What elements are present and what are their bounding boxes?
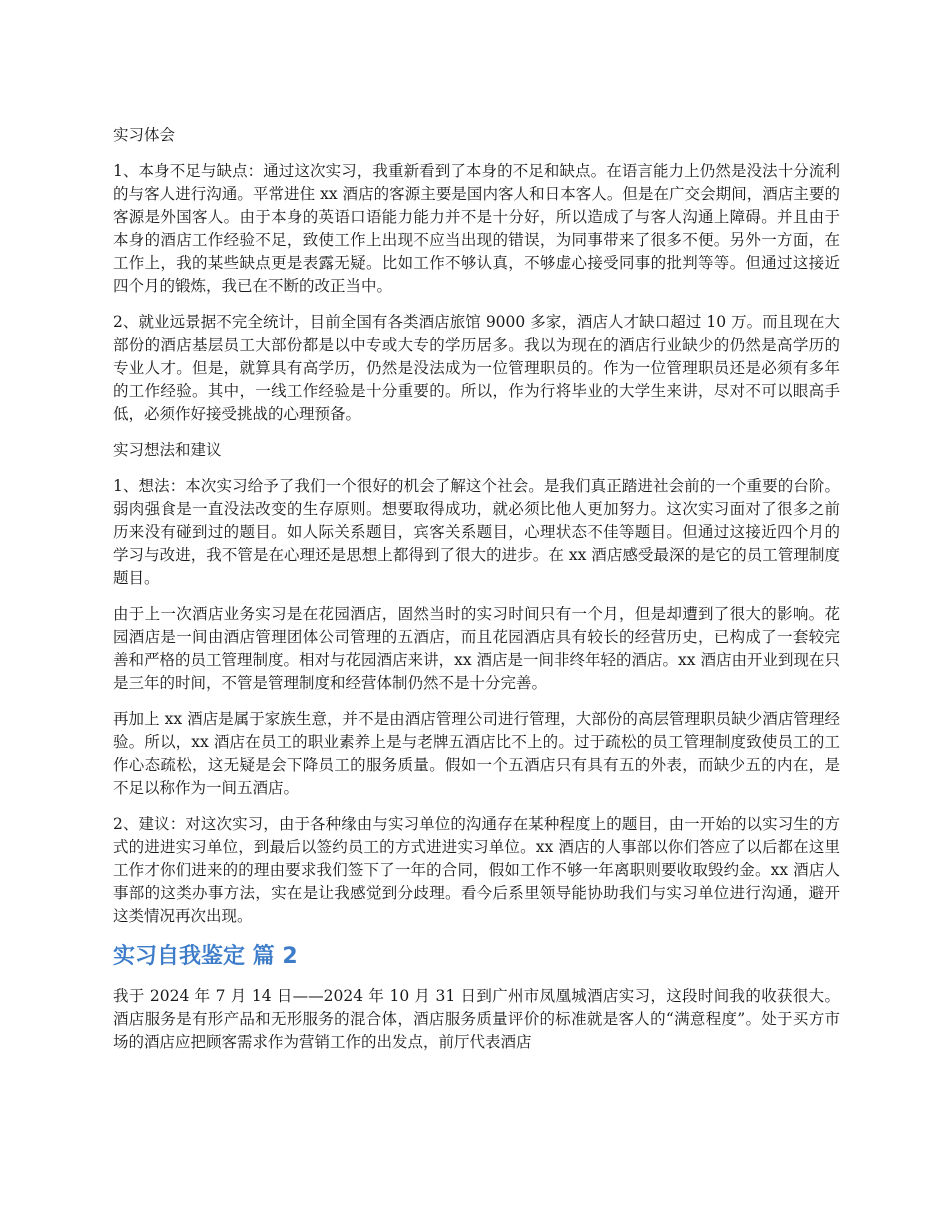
section-title: 实习自我鉴定 篇 2: [113, 944, 298, 969]
paragraph-suggestions: 2、建议：对这次实习，由于各种缘由与实习单位的沟通存在某种程度上的题目，由一开始的以实习生的方式的进进实习单位，到最后以签约员工的方式进进实习单位。xx 酒店的人事部以你们答应了以后都在这里工作才你们进来的的理由要求我们签下了一年的合同，假如工作不够一年离职则要收取毁约金。xx 酒店人事部的这类办事方法，实在是让我感觉到分歧理。看今后系里领导能协助我们与实习单位进行沟通，避开这类情况再次出现。: [113, 815, 840, 925]
paragraph-shortcomings: 1、本身不足与缺点：通过这次实习，我重新看到了本身的不足和缺点。在语言能力上仍然是没法十分流利的与客人进行沟通。平常进住 xx 酒店的客源主要是国内客人和日本客人。但是在广交会期间，酒店主要的客源是外国客人。由于本身的英语口语能力能力并不是十分好，所以造成了与客人沟通上障碍。并且由于本身的酒店工作经验不足，致使工作上出现不应当出现的错误，为同事带来了很多不便。另外一方面，在工作上，我的某些缺点更是表露无疑。比如工作不够认真，不够虚心接受同事的批判等等。但通过这接近四个月的锻炼，我已在不断的改正当中。: [113, 162, 840, 295]
paragraph-employment-outlook: 2、就业远景据不完全统计，目前全国有各类酒店旅馆 9000 多家，酒店人才缺口超过 10 万。而且现在大部份的酒店基层员工大部份都是以中专或大专的学历居多。我以为现在的酒店行业缺少的仍然是高学历的专业人才。但是，就算具有高学历，仍然是没法成为一位管理职员的。作为一位管理职员还是必须有多年的工作经验。其中，一线工作经验是十分重要的。所以，作为行将毕业的大学生来讲，尽对不可以眼高手低，必须作好接受挑战的心理预备。: [113, 313, 840, 423]
paragraph-family-business: 再加上 xx 酒店是属于家族生意，并不是由酒店管理公司进行管理，大部份的高层管理职员缺少酒店管理经验。所以，xx 酒店在员工的职业素养上是与老牌五酒店比不上的。过于疏松的员工管理制度致使员工的工作心态疏松，这无疑是会下降员工的服务质量。假如一个五酒店只有具有五的外表，而缺少五的内在，是不足以称作为一间五酒店。: [113, 710, 840, 797]
paragraph-phoenix-hotel: 我于 2024 年 7 月 14 日——2024 年 10 月 31 日到广州市凤凰城酒店实习，这段时间我的收获很大。酒店服务是有形产品和无形服务的混合体，酒店服务质量评价的标准就是客人的“满意程度”。处于买方市场的酒店应把顾客需求作为营销工作的出发点，前厅代表酒店: [113, 987, 840, 1051]
heading-thoughts-suggestions: 实习想法和建议: [113, 441, 222, 459]
heading-internship-experience: 实习体会: [113, 126, 176, 144]
paragraph-thoughts: 1、想法：本次实习给予了我们一个很好的机会了解这个社会。是我们真正踏进社会前的一个重要的台阶。弱肉强食是一直没法改变的生存原则。想要取得成功，就必须比他人更加努力。这次实习面对了很多之前历来没有碰到过的题目。如人际关系题目，宾客关系题目，心理状态不佳等题目。但通过这接近四个月的学习与改进，我不管是在心理还是思想上都得到了很大的进步。在 xx 酒店感受最深的是它的员工管理制度题目。: [113, 477, 840, 587]
paragraph-garden-hotel: 由于上一次酒店业务实习是在花园酒店，固然当时的实习时间只有一个月，但是却遭到了很大的影响。花园酒店是一间由酒店管理团体公司管理的五酒店，而且花园酒店具有较长的经营历史，已构成了一套较完善和严格的员工管理制度。相对与花园酒店来讲，xx 酒店是一间非终年轻的酒店。xx 酒店由开业到现在只是三年的时间，不管是管理制度和经营体制仍然不是十分完善。: [113, 605, 840, 692]
document-body: [113, 124, 840, 1067]
